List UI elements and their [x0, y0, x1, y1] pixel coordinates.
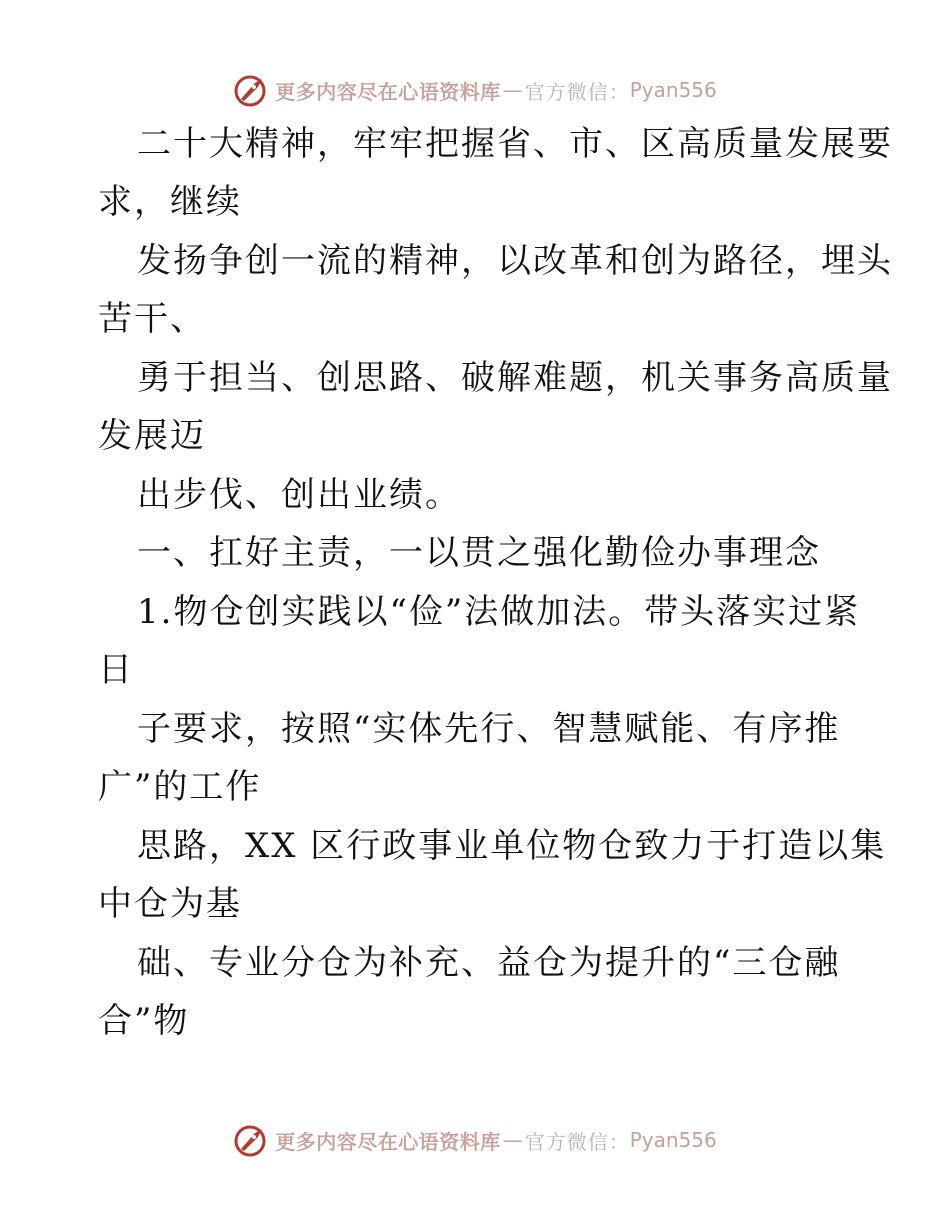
text-line: 发扬争创一流的精神，以改革和创为路径，埋头 [137, 241, 893, 281]
text-line: 勇于担当、创思路、破解难题，机关事务高质量 [137, 358, 893, 398]
watermark-main-text: 更多内容尽在心语资料库 [275, 1129, 501, 1154]
watermark-handle: Pyan556 [629, 1128, 717, 1152]
pen-nib-logo-icon [233, 72, 271, 108]
footer-watermark [0, 1120, 950, 1160]
pen-nib-logo-icon [233, 1122, 271, 1158]
watermark-dash: — [502, 1128, 523, 1152]
text-line: 中仓为基 [98, 884, 242, 924]
text-line: 苦干、 [98, 299, 206, 339]
section-heading: 一、扛好主责，一以贯之强化勤俭办事理念 [137, 533, 821, 573]
text-line: 子要求，按照“实体先行、智慧赋能、有序推 [137, 709, 841, 749]
text-line: 日 [98, 650, 134, 690]
text-line: 求，继续 [98, 182, 242, 222]
watermark-main-text: 更多内容尽在心语资料库 [275, 79, 501, 104]
watermark-handle: Pyan556 [629, 78, 717, 102]
text-line: 二十大精神，牢牢把握省、市、区高质量发展要 [137, 124, 893, 164]
watermark-sub-text: 官方微信： [524, 79, 630, 104]
text-line: 发展迈 [98, 416, 206, 456]
text-line: 广”的工作 [98, 767, 262, 807]
text-line: 出步伐、创出业绩。 [137, 475, 461, 515]
header-watermark [0, 70, 950, 110]
watermark-sub-text: 官方微信： [524, 1129, 630, 1154]
watermark-dash: — [502, 78, 523, 102]
text-line: 础、专业分仓为补充、益仓为提升的“三仓融 [137, 943, 841, 983]
text-line: 思路，XX 区行政事业单位物仓致力于打造以集 [137, 826, 887, 866]
text-line: 合”物 [98, 1001, 190, 1041]
text-line: 1.物仓创实践以“俭”法做加法。带头落实过紧 [137, 592, 861, 632]
